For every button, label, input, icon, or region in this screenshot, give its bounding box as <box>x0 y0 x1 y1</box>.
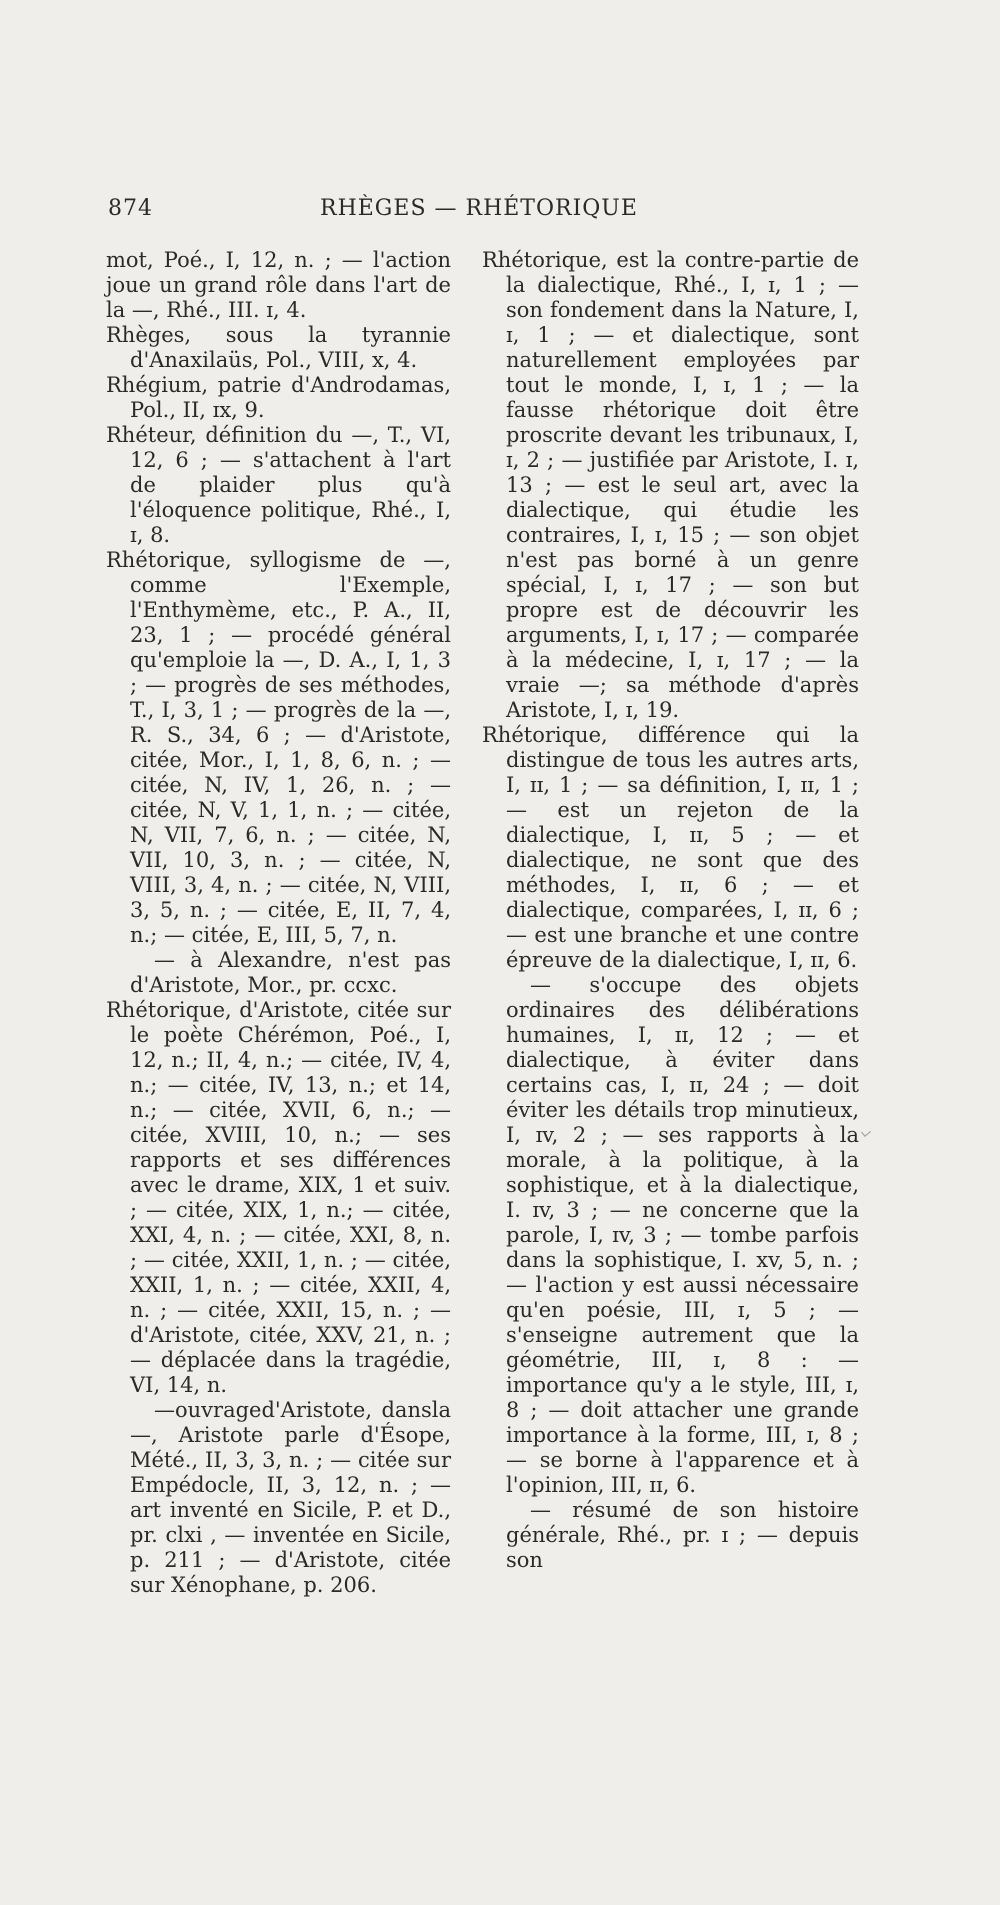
index-entry: Rhétorique, est la contre-partie de la dialectique, Rhé., I, ɪ, 1 ; — son fondement dans la Nature, I, ɪ, 1 ; — et dialectique, sont naturellement employées par tout le monde, I, ɪ, 1 ; — la fausse rhétorique doit être proscrite devant les tribunaux, I, ɪ, 2 ; — justifiée par Aristote, I. ɪ, 13 ; — est le seul art, avec la dialectique, qui étudie les contraires, I, ɪ, 15 ; — son objet n'est pas borné à un genre spécial, I, ɪ, 17 ; — son but propre est de découvrir les arguments, I, ɪ, 17 ; — comparée à la médecine, I, ɪ, 17 ; — la vraie —; sa méthode d'après Aristote, I, ɪ, 19. <box>482 248 859 722</box>
index-subentry: — s'occupe des objets ordinaires des délibérations humaines, I, ɪɪ, 12 ; — et dialectique, à éviter dans certains cas, I, ɪɪ, 24 ; — doit éviter les détails trop minutieux, I, ɪv, 2 ; — ses rapports à la morale, à la politique, à la sophistique, et à la dialectique, I. ɪv, 3 ; — ne concerne que la parole, I, ɪv, 3 ; — tombe parfois dans la sophistique, I. xv, 5, n. ; — l'action y est aussi nécessaire qu'en poésie, III, ɪ, 5 ; — s'enseigne autrement que la géométrie, III, ɪ, 8 : — importance qu'y a le style, III, ɪ, 8 ; — doit attacher une grande importance à la forme, III, ɪ, 8 ; — se borne à l'apparence et à l'opinion, III, ɪɪ, 6. <box>506 973 859 1497</box>
index-entry: Rhèges, sous la tyrannie d'Anaxilaüs, Pol., VIII, x, 4. <box>106 323 451 372</box>
index-subentry: —ouvraged'Aristote, dansla—, Aristote parle d'Ésope, Mété., II, 3, 3, n. ; — citée sur Empédocle, II, 3, 12, n. ; — art inventé en Sicile, P. et D., pr. clxi , — inventée en Sicile, p. 211 ; — d'Aristote, citée sur Xénophane, p. 206. <box>130 1398 451 1597</box>
page-header <box>108 196 668 228</box>
index-entry: Rhéteur, définition du —, T., VI, 12, 6 ; — s'attachent à l'art de plaider plus qu'à l'éloquence politique, Rhé., I, ɪ, 8. <box>106 423 451 547</box>
margin-tick-mark <box>861 1127 871 1137</box>
index-entry: Rhétorique, d'Aristote, citée sur le poète Chérémon, Poé., I, 12, n.; II, 4, n.; — citée, IV, 4, n.; — citée, IV, 13, n.; et 14, n.; — citée, XVII, 6, n.; — citée, XVIII, 10, n.; — ses rapports et ses différences avec le drame, XIX, 1 et suiv. ; — citée, XIX, 1, n.; — citée, XXI, 4, n. ; — citée, XXI, 8, n. ; — citée, XXII, 1, n. ; — citée, XXII, 1, n. ; — citée, XXII, 4, n. ; — citée, XXII, 15, n. ; — d'Aristote, citée, XXV, 21, n. ; — déplacée dans la tragédie, VI, 14, n. <box>106 998 451 1397</box>
index-entry: Rhétorique, syllogisme de —, comme l'Exemple, l'Enthymème, etc., P. A., II, 23, 1 ; — procédé général qu'emploie la —, D. A., I, 1, 3 ; — progrès de ses méthodes, T., I, 3, 1 ; — progrès de la —, R. S., 34, 6 ; — d'Aristote, citée, Mor., I, 1, 8, 6, n. ; — citée, N, IV, 1, 26, n. ; — citée, N, V, 1, 1, n. ; — citée, N, VII, 7, 6, n. ; — citée, N, VII, 10, 3, n. ; — citée, N, VIII, 3, 4, n. ; — citée, N, VIII, 3, 5, n. ; — citée, E, II, 7, 4, n.; — citée, E, III, 5, 7, n. <box>106 548 451 947</box>
index-entry: Rhégium, patrie d'Androdamas, Pol., II, ɪx, 9. <box>106 373 451 422</box>
page-number: 874 <box>108 196 153 221</box>
left-column <box>106 248 451 1598</box>
index-subentry: — à Alexandre, n'est pas d'Aristote, Mor., pr. ccxc. <box>130 948 451 997</box>
index-entry: mot, Poé., I, 12, n. ; — l'action joue un grand rôle dans l'art de la —, Rhé., III. ɪ, 4. <box>106 248 451 322</box>
running-title: RHÈGES — RHÉTORIQUE <box>320 196 638 221</box>
index-entry: Rhétorique, différence qui la distingue de tous les autres arts, I, ɪɪ, 1 ; — sa définition, I, ɪɪ, 1 ; — est un rejeton de la dialectique, I, ɪɪ, 5 ; — et dialectique, ne sont que des méthodes, I, ɪɪ, 6 ; — et dialectique, comparées, I, ɪɪ, 6 ; — est une branche et une contre épreuve de la dialectique, I, ɪɪ, 6. <box>482 723 859 972</box>
index-subentry: — résumé de son histoire générale, Rhé., pr. ɪ ; — depuis son <box>506 1498 859 1572</box>
right-column <box>482 248 859 1573</box>
